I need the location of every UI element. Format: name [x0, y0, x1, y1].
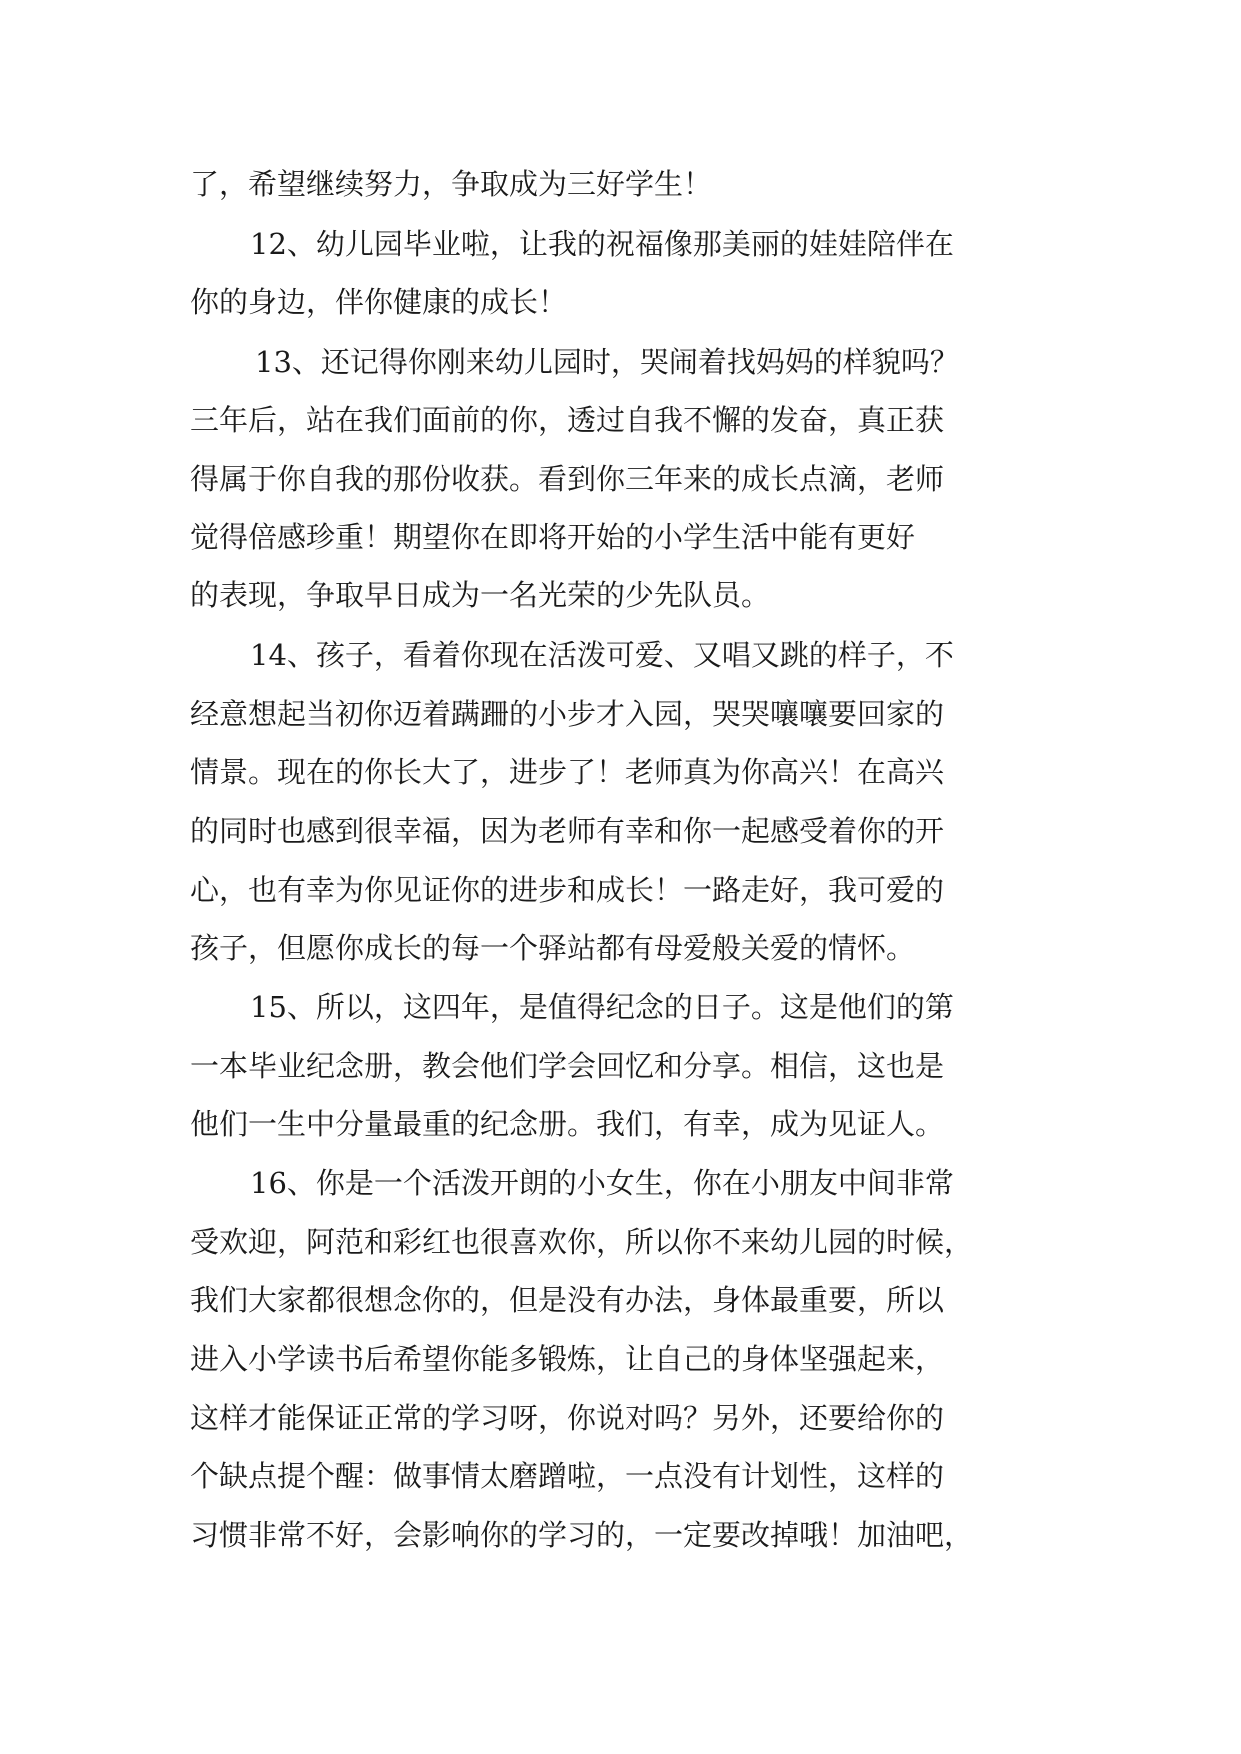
text-line: 的表现，争取早日成为一名光荣的少先队员。	[190, 578, 771, 612]
text-line: 我们大家都很想念你的，但是没有办法，身体最重要，所以	[190, 1283, 945, 1317]
text-line: 12、幼儿园毕业啦，让我的祝福像那美丽的娃娃陪伴在	[250, 227, 954, 261]
text-line: 觉得倍感珍重！期望你在即将开始的小学生活中能有更好	[190, 520, 916, 554]
text-line: 了，希望继续努力，争取成为三好学生！	[190, 167, 713, 201]
text-line: 的同时也感到很幸福，因为老师有幸和你一起感受着你的开	[190, 814, 945, 848]
text-line: 进入小学读书后希望你能多锻炼，让自己的身体坚强起来，	[190, 1342, 945, 1376]
text-line: 三年后，站在我们面前的你，透过自我不懈的发奋，真正获	[190, 403, 945, 437]
text-line: 他们一生中分量最重的纪念册。我们，有幸，成为见证人。	[190, 1107, 945, 1141]
text-line: 孩子，但愿你成长的每一个驿站都有母爱般关爱的情怀。	[190, 931, 916, 965]
text-line: 个缺点提个醒：做事情太磨蹭啦，一点没有计划性，这样的	[190, 1459, 945, 1493]
text-line: 14、孩子，看着你现在活泼可爱、又唱又跳的样子，不	[250, 638, 954, 672]
text-line: 经意想起当初你迈着蹒跚的小步才入园，哭哭嚷嚷要回家的	[190, 697, 945, 731]
text-line: 受欢迎，阿范和彩红也很喜欢你，所以你不来幼儿园的时候，	[190, 1225, 974, 1259]
text-line: 一本毕业纪念册，教会他们学会回忆和分享。相信，这也是	[190, 1049, 945, 1083]
text-line: 16、你是一个活泼开朗的小女生，你在小朋友中间非常	[250, 1166, 954, 1200]
text-line: 15、所以，这四年，是值得纪念的日子。这是他们的第	[250, 990, 954, 1024]
text-line: 13、还记得你刚来幼儿园时，哭闹着找妈妈的样貌吗？	[255, 345, 959, 379]
text-line: 这样才能保证正常的学习呀，你说对吗？另外，还要给你的	[190, 1401, 945, 1435]
text-line: 心，也有幸为你见证你的进步和成长！一路走好，我可爱的	[190, 873, 945, 907]
text-line: 习惯非常不好，会影响你的学习的，一定要改掉哦！加油吧，	[190, 1518, 974, 1552]
text-line: 得属于你自我的那份收获。看到你三年来的成长点滴，老师	[190, 462, 945, 496]
text-line: 你的身边，伴你健康的成长！	[190, 285, 568, 319]
text-line: 情景。现在的你长大了，进步了！老师真为你高兴！在高兴	[190, 755, 945, 789]
